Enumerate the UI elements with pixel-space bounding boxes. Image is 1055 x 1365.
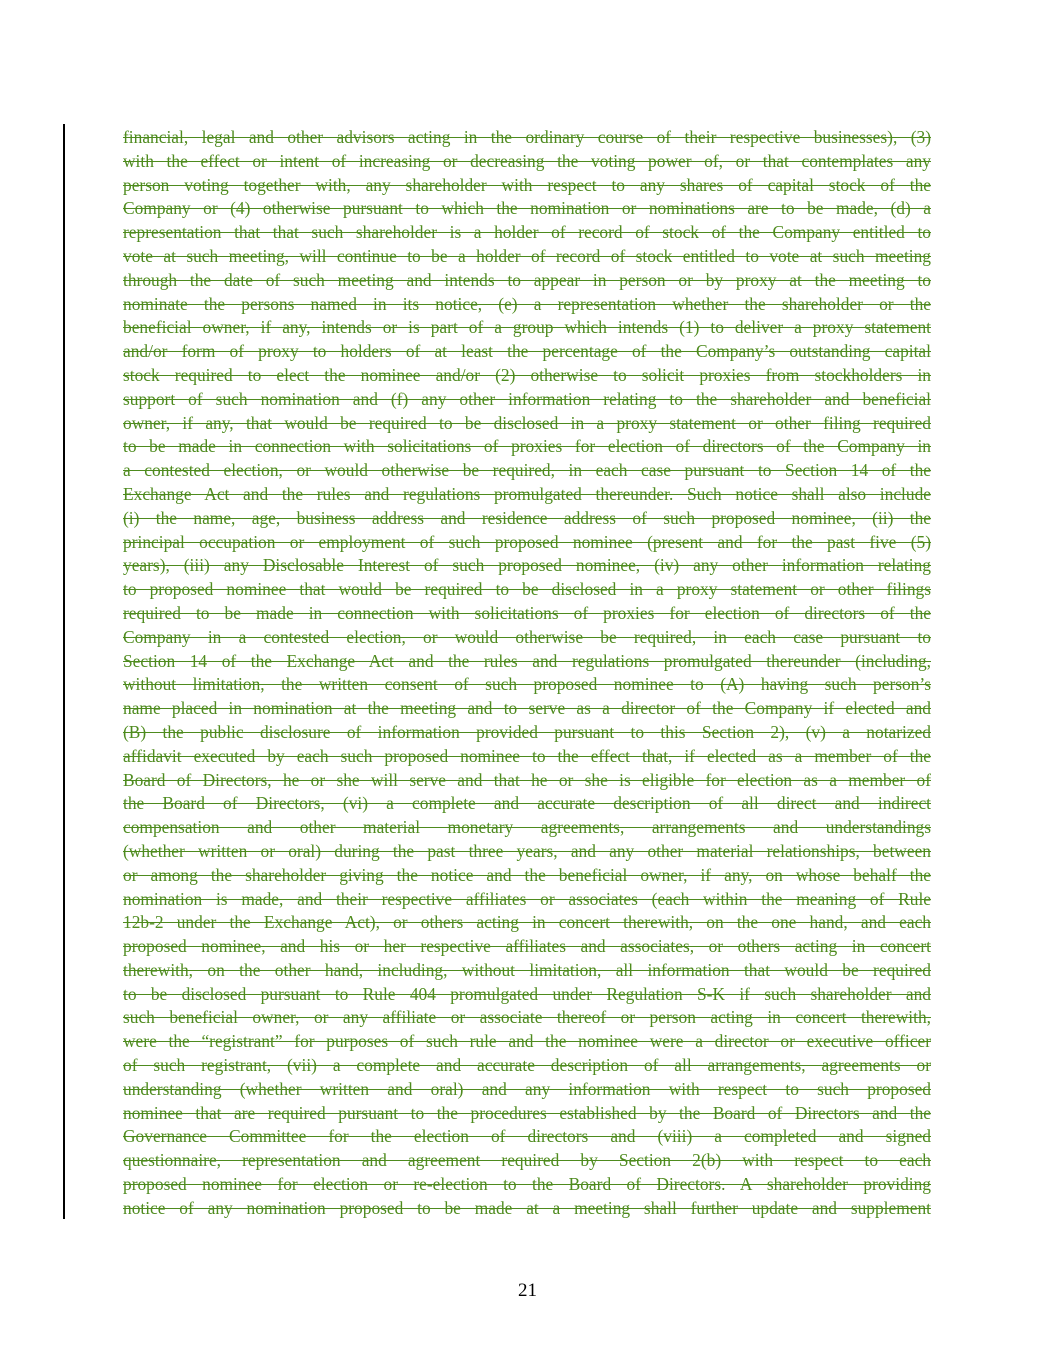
text-line: years), (iii) any Disclosable Interest of such proposed nominee, (iv) any other information relating <box>123 555 931 576</box>
text-line: of such registrant, (vii) a complete and accurate description of all arrangements, agreements or <box>123 1055 931 1076</box>
text-line: name placed in nomination at the meeting and to serve as a director of the Company if elected and <box>123 698 931 719</box>
text-line: affidavit executed by each such proposed nominee to the effect that, if elected as a member of the <box>123 745 931 766</box>
text-line: therewith, on the other hand, including, without limitation, all information that would be required <box>123 959 931 980</box>
text-line: (i) the name, age, business address and residence address of such proposed nominee, (ii) the <box>123 507 931 528</box>
text-line: representation that that such shareholder is a holder of record of stock of the Company entitled to <box>123 222 931 243</box>
text-line: nomination is made, and their respective affiliates or associates (each within the meaning of Rule <box>123 888 931 909</box>
text-line: notice of any nomination proposed to be made at a meeting shall further update and supplement <box>123 1197 931 1218</box>
text-line: nominate the persons named in its notice, (e) a representation whether the shareholder or the <box>123 293 931 314</box>
text-line: beneficial owner, if any, intends or is part of a group which intends (1) to deliver a proxy statement <box>123 317 931 338</box>
text-line: owner, if any, that would be required to be disclosed in a proxy statement or other filing required <box>123 412 931 433</box>
text-line: required to be made in connection with solicitations of proxies for election of directors of the <box>123 602 931 623</box>
deleted-paragraph <box>123 126 931 1221</box>
text-line: through the date of such meeting and intends to appear in person or by proxy at the meeting to <box>123 269 931 290</box>
text-line: Governance Committee for the election of directors and (viii) a completed and signed <box>123 1126 931 1147</box>
text-line: Exchange Act and the rules and regulations promulgated thereunder. Such notice shall also include <box>123 483 931 504</box>
text-line: Section 14 of the Exchange Act and the rules and regulations promulgated thereunder (including, <box>123 650 931 671</box>
text-line: person voting together with, any shareholder with respect to any shares of capital stock of the <box>123 174 931 195</box>
text-line: proposed nominee, and his or her respective affiliates and associates, or others acting in concert <box>123 936 931 957</box>
text-line: such beneficial owner, or any affiliate or associate thereof or person acting in concert therewith, <box>123 1007 931 1028</box>
text-line: 12b-2 under the Exchange Act), or others acting in concert therewith, on the one hand, and each <box>123 912 931 933</box>
text-line: were the “registrant” for purposes of such rule and the nominee were a director or executive officer <box>123 1031 931 1052</box>
text-line: without limitation, the written consent of such proposed nominee to (A) having such person’s <box>123 674 931 695</box>
text-line: understanding (whether written and oral) and any information with respect to such proposed <box>123 1078 931 1099</box>
text-line: compensation and other material monetary agreements, arrangements and understandings <box>123 817 931 838</box>
text-line: vote at such meeting, will continue to be a holder of record of stock entitled to vote at such meeting <box>123 245 931 266</box>
text-line: the Board of Directors, (vi) a complete and accurate description of all direct and indirect <box>123 793 931 814</box>
change-bar <box>63 124 65 1219</box>
text-line: to be disclosed pursuant to Rule 404 promulgated under Regulation S-K if such shareholder and <box>123 983 931 1004</box>
text-line: a contested election, or would otherwise be required, in each case pursuant to Section 14 of the <box>123 460 931 481</box>
text-line: with the effect or intent of increasing or decreasing the voting power of, or that contemplates any <box>123 150 931 171</box>
text-line: Company or (4) otherwise pursuant to which the nomination or nominations are to be made, (d) a <box>123 198 931 219</box>
text-line: stock required to elect the nominee and/or (2) otherwise to solicit proxies from stockholders in <box>123 364 931 385</box>
text-line: to be made in connection with solicitations of proxies for election of directors of the Company in <box>123 436 931 457</box>
text-line: questionnaire, representation and agreement required by Section 2(b) with respect to each <box>123 1150 931 1171</box>
text-line: or among the shareholder giving the notice and the beneficial owner, if any, on whose behalf the <box>123 864 931 885</box>
text-line: and/or form of proxy to holders of at least the percentage of the Company’s outstanding capital <box>123 341 931 362</box>
text-line: (whether written or oral) during the past three years, and any other material relationships, between <box>123 840 931 861</box>
text-line: (B) the public disclosure of information provided pursuant to this Section 2), (v) a notarized <box>123 721 931 742</box>
text-line: support of such nomination and (f) any other information relating to the shareholder and beneficial <box>123 388 931 409</box>
text-line: financial, legal and other advisors acting in the ordinary course of their respective businesses), (3) <box>123 127 931 147</box>
text-line: principal occupation or employment of such proposed nominee (present and for the past five (5) <box>123 531 931 552</box>
text-line: to proposed nominee that would be required to be disclosed in a proxy statement or other filings <box>123 579 931 600</box>
text-line: proposed nominee for election or re-election to the Board of Directors. A shareholder providing <box>123 1174 931 1195</box>
text-line: Board of Directors, he or she will serve and that he or she is eligible for election as a member of <box>123 769 931 790</box>
page-number: 21 <box>518 1280 537 1301</box>
text-line: nominee that are required pursuant to the procedures established by the Board of Directors and the <box>123 1102 931 1123</box>
text-line: Company in a contested election, or would otherwise be required, in each case pursuant to <box>123 626 931 647</box>
